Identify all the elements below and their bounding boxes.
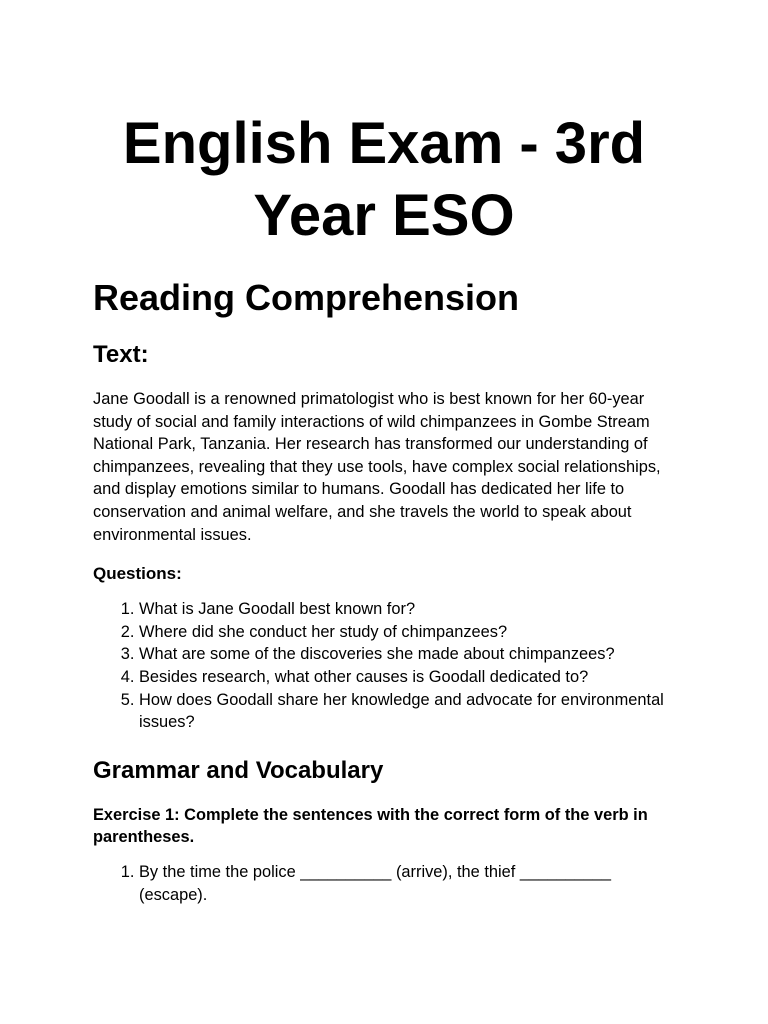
question-item: 2. Where did she conduct her study of chimpanzees? [139,621,675,644]
page-title: English Exam - 3rd Year ESO [122,111,646,248]
exercise-1-list [93,861,675,906]
questions-list [93,598,675,734]
grammar-vocabulary-heading: Grammar and Vocabulary [93,756,384,784]
reading-passage: Jane Goodall is a renowned primatologist who is best known for her 60-year study of social and family interactions of wild chimpanzees in Gombe Stream National Park, Tanzania. Her research has transformed our understanding of chimpanzees, revealing that they use tools, have complex social relationships, and display emotions similar to humans. Goodall has dedicated her life to conservation and animal welfare, and she travels the world to speak about environmental issues. [93,390,661,544]
text-label: Text: [93,341,149,368]
question-item: 1. What is Jane Goodall best known for? [139,598,675,621]
question-item: 4. Besides research, what other causes is Goodall dedicated to? [139,666,675,689]
exercise-item: 1. By the time the police __________ (arrive), the thief __________ (escape). [139,861,675,906]
question-item: 5. How does Goodall share her knowledge and advocate for environmental issues? [139,689,675,734]
reading-comprehension-heading: Reading Comprehension [93,277,520,318]
question-item: 3. What are some of the discoveries she made about chimpanzees? [139,643,675,666]
questions-label: Questions: [93,564,182,584]
exercise-1-instruction: Exercise 1: Complete the sentences with the correct form of the verb in parentheses. [93,805,648,847]
